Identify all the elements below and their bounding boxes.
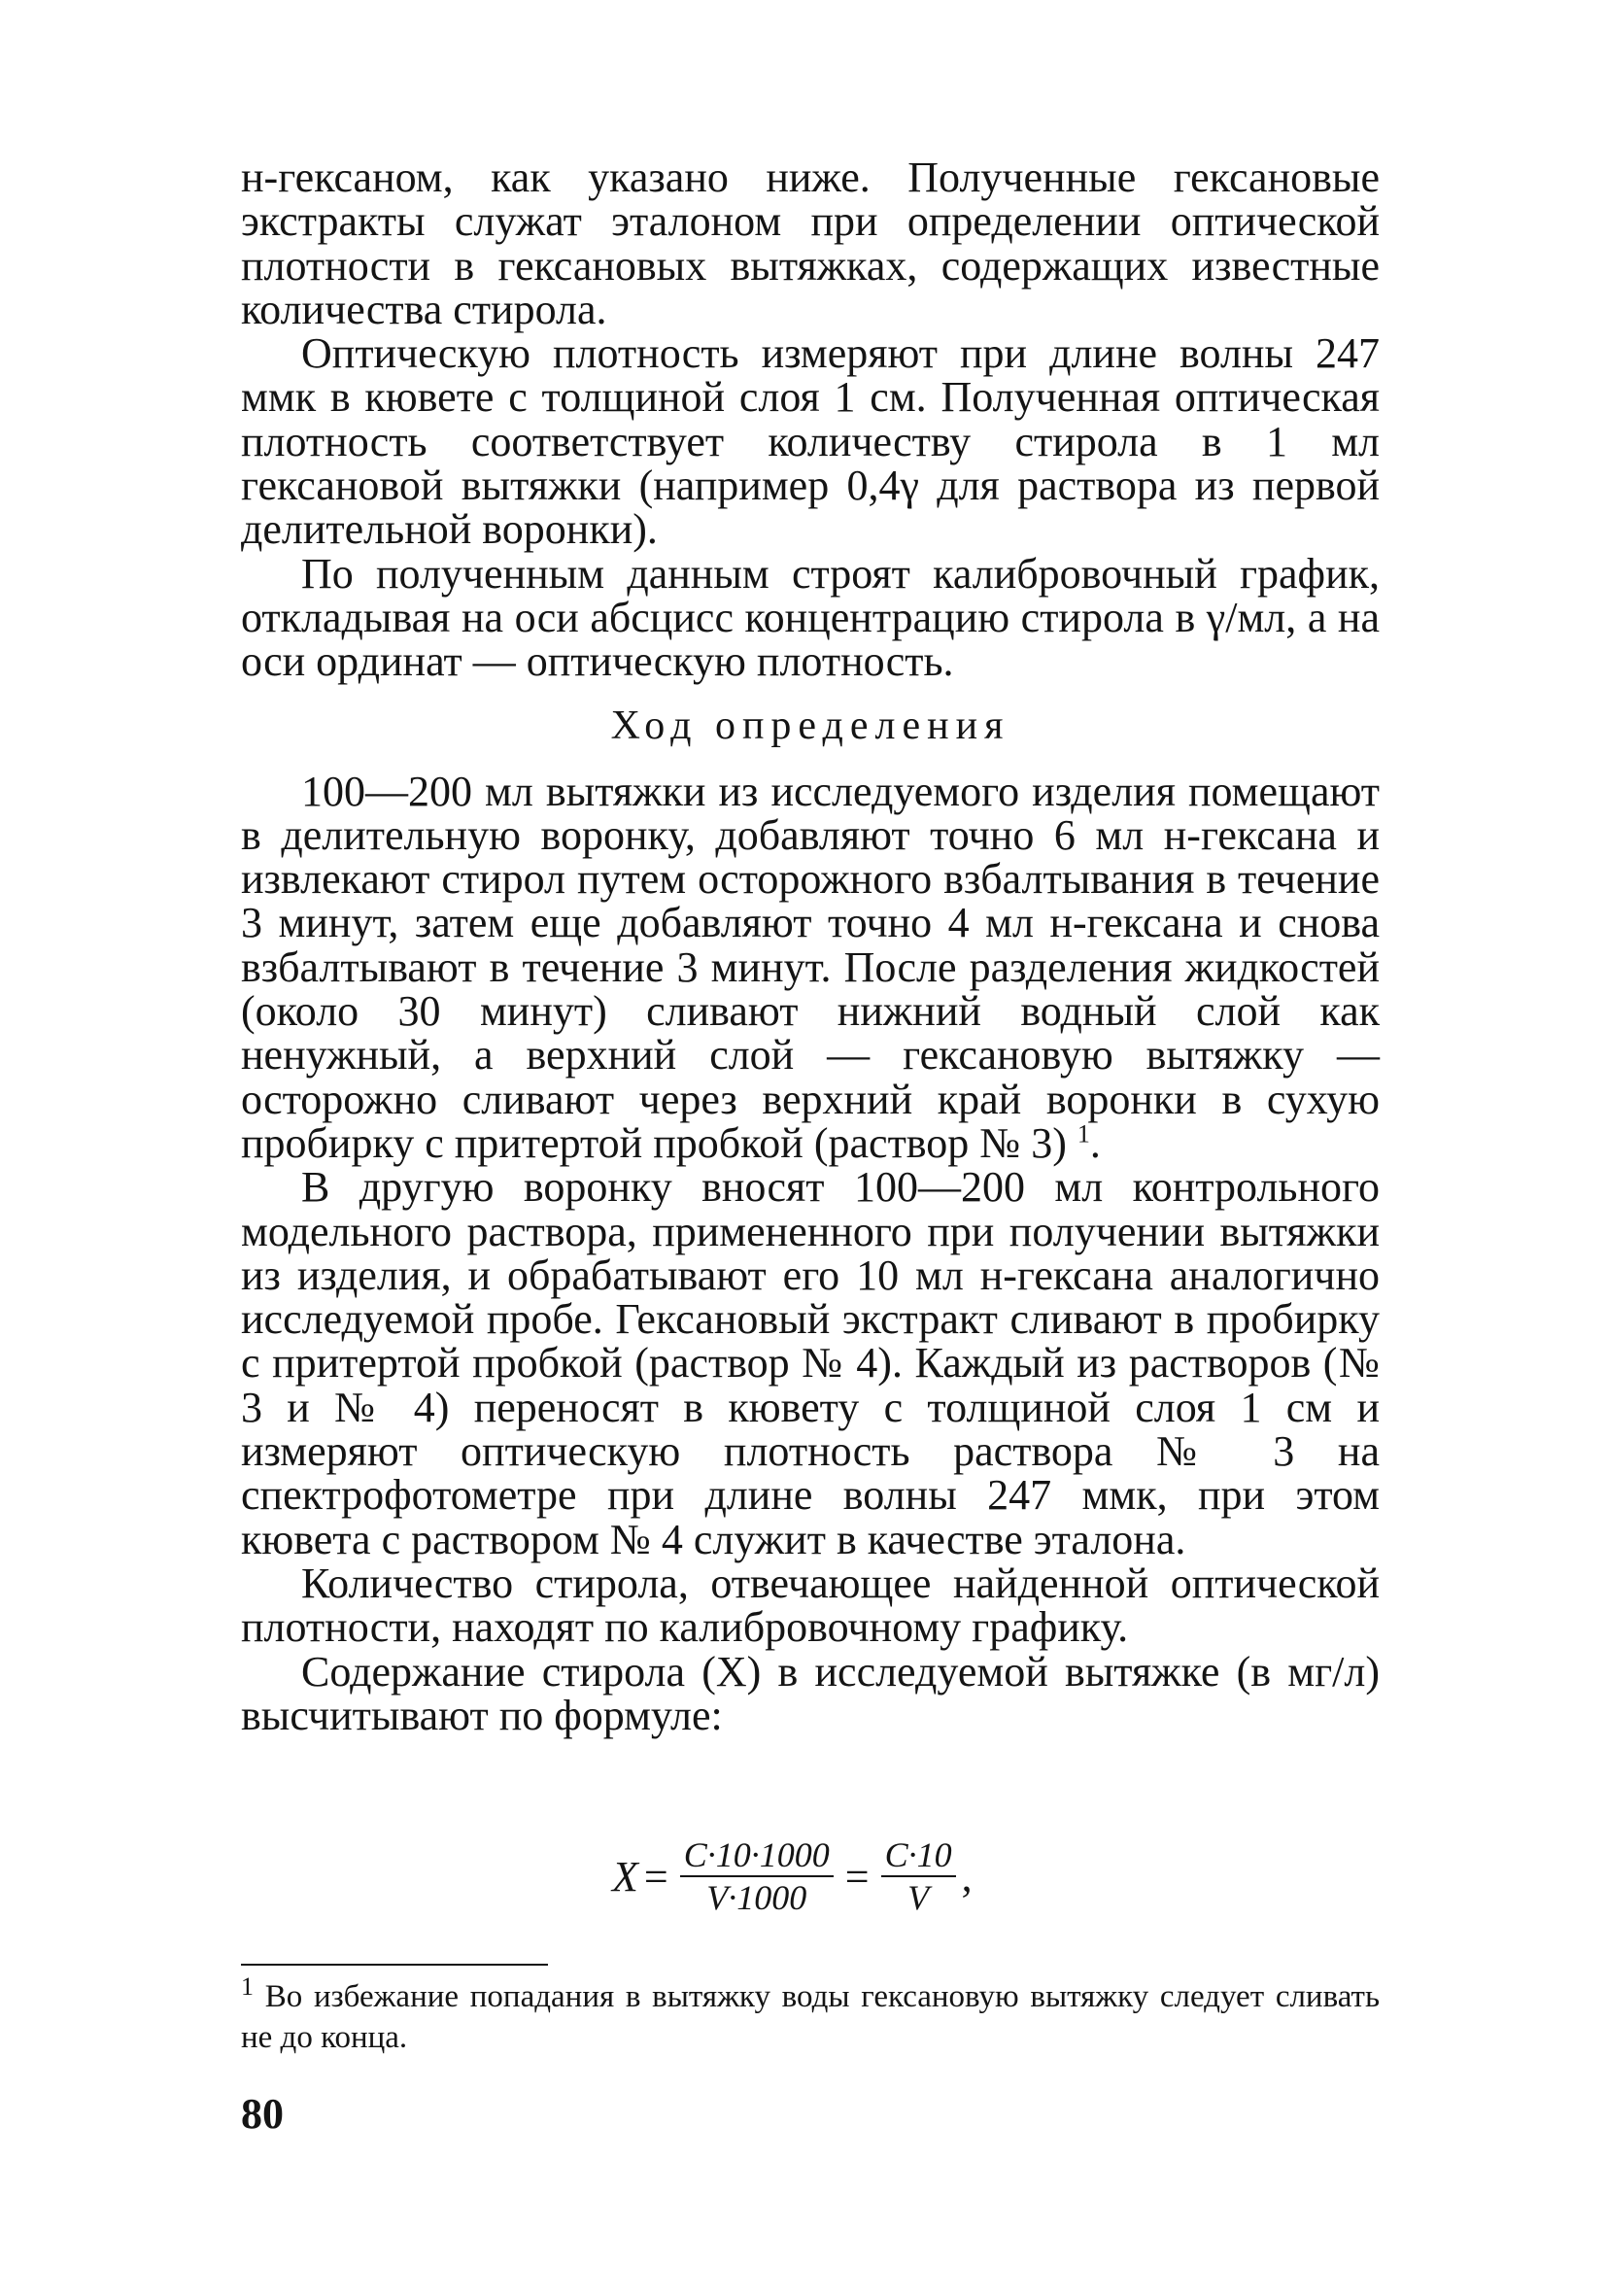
paragraph-procedure-text: 100—200 мл вытяжки из исследуемого изделия помещают в делительную воронку, добавляют точно 6 мл н-гексана и извлекают стирол путем осторожного взбалтывания в течение 3 минут, затем еще добавляют точно 4 мл н-гексана и снова взбалтывают в течение 3 минут. После разделения жидкостей (около 30 минут) сливают нижний водный слой как ненужный, а верхний слой — гексановую вытяжку — осторожно сливают через верхний край воронки в сухую пробирку с притертой пробкой (раствор № 3) <box>241 767 1380 1167</box>
footnote-mark: 1 <box>241 1972 254 2001</box>
footnote-text: Во избежание попадания в вытяжку воды гексановую вытяжку следует сливать не до конца. <box>241 1979 1381 2055</box>
paragraph-optical-density: Оптическую плотность измеряют при длине волны 247 ммк в кювете с толщиной слоя 1 см. Полученная оптическая плотность соответствует количеству стирола в 1 мл гексановой вытяжки (например 0,4γ для раствора из первой делительной воронки). <box>241 329 1380 554</box>
footnote <box>241 1972 1381 2058</box>
formula-denominator-1: V·1000 <box>706 1878 807 1917</box>
page-number: 80 <box>241 2090 284 2138</box>
formula <box>612 1834 973 1918</box>
formula-equals-1: = <box>643 1852 668 1901</box>
paragraph-procedure <box>241 767 1380 1167</box>
paragraph-control: В другую воронку вносят 100—200 мл контрольного модельного раствора, примененного при получении вытяжки из изделия, и обрабатывают его 10 мл н-гексана аналогично исследуемой пробе. Гексановый экстракт сливают в пробирку с притертой пробкой (раствор № 4). Каждый из растворов (№ 3 и № 4) переносят в кювету с толщиной слоя 1 см и измеряют оптическую плотность раствора № 3 на спектрофотометре при длине волны 247 ммк, при этом кювета с раствором № 4 служит в качестве эталона. <box>241 1163 1380 1563</box>
formula-fraction-1 <box>680 1834 834 1918</box>
section-heading: Ход определения <box>610 703 1010 748</box>
paragraph-content-formula-intro: Содержание стирола (X) в исследуемой вытяжке (в мг/л) высчитывают по формуле: <box>241 1647 1380 1739</box>
formula-fraction-2 <box>881 1834 956 1918</box>
formula-lhs: X <box>612 1852 638 1901</box>
paragraph-calibration-graph: По полученным данным строят калибровочный график, откладывая на оси абсцисс концентрацию стирола в γ/мл, а на оси ординат — оптическую плотность. <box>241 549 1380 686</box>
formula-denominator-2: V <box>907 1878 930 1917</box>
page-body <box>241 155 1380 1737</box>
footnote-reference: 1 <box>1077 1119 1090 1148</box>
paragraph-continued: н-гексаном, как указано ниже. Полученные гексановые экстракты служат эталоном при определении оптической плотности в гексановых вытяжках, содержащих известные количества стирола. <box>241 154 1380 333</box>
paragraph-quantity: Количество стирола, отвечающее найденной оптической плотности, находят по калибровочному графику. <box>241 1559 1380 1652</box>
formula-tail: , <box>961 1852 973 1901</box>
formula-numerator-1: C·10·1000 <box>680 1834 834 1877</box>
paragraph-procedure-end: . <box>1089 1118 1101 1167</box>
formula-numerator-2: C·10 <box>881 1834 956 1877</box>
formula-equals-2: = <box>844 1852 870 1901</box>
footnote-divider <box>241 1964 548 1966</box>
